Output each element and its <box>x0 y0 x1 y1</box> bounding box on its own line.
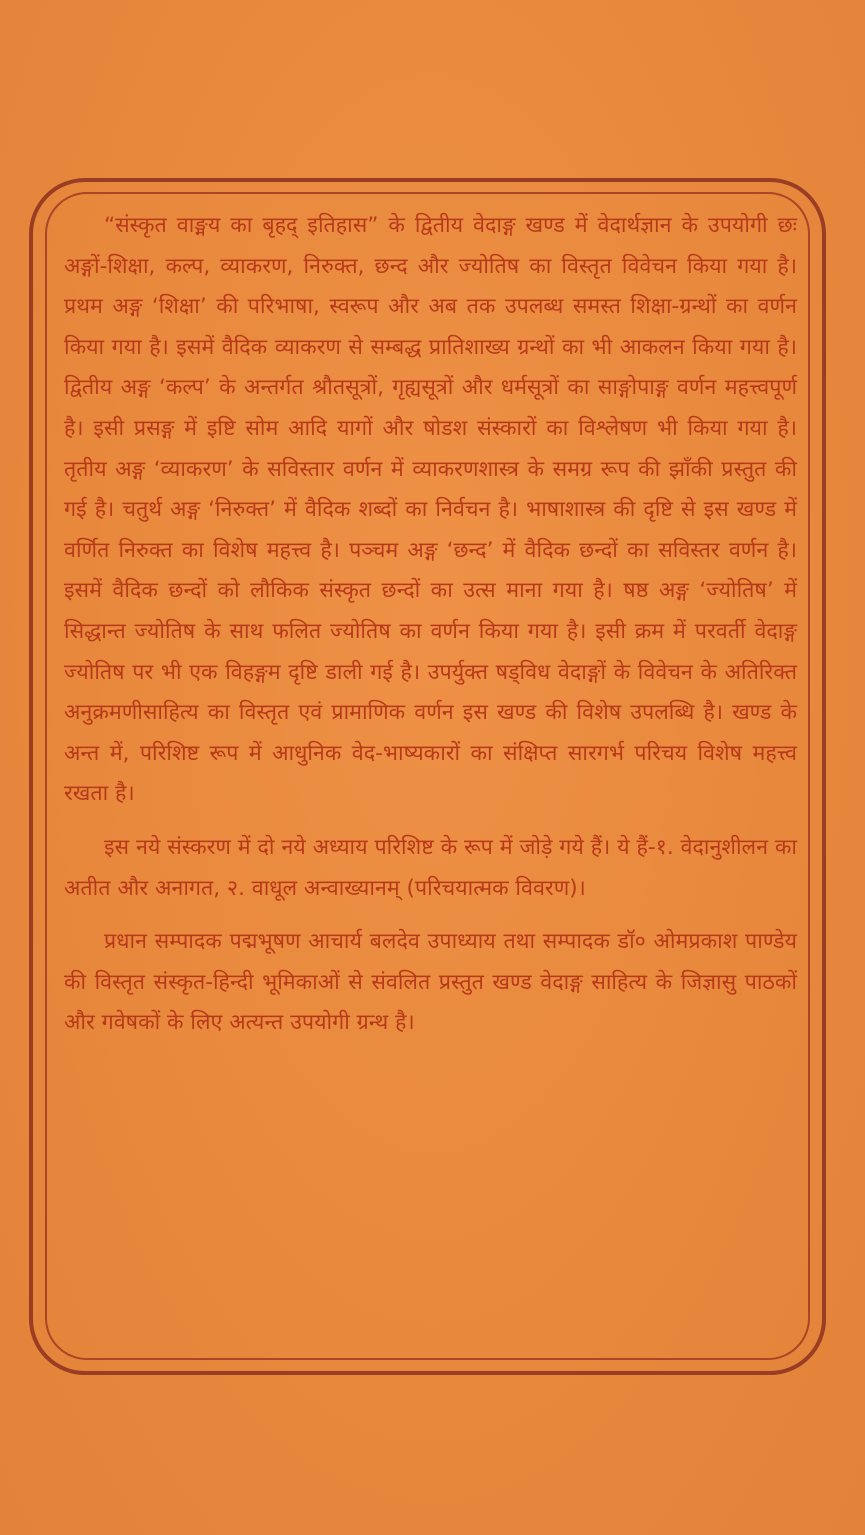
paragraph-editors: प्रधान सम्पादक पद्मभूषण आचार्य बलदेव उपाध्याय तथा सम्पादक डॉ० ओमप्रकाश पाण्डेय की विस्तृत संस्कृत-हिन्दी भूमिकाओं से संवलित प्रस्तुत खण्ड वेदाङ्ग साहित्य के जिज्ञासु पाठकों और गवेषकों के लिए अत्यन्त उपयोगी ग्रन्थ है। <box>64 929 797 1036</box>
paragraph-overview: “संस्कृत वाङ्मय का बृहद् इतिहास” के द्वितीय वेदाङ्ग खण्ड में वेदार्थज्ञान के उपयोगी छः अङ्गों-शिक्षा, कल्प, व्याकरण, निरुक्त, छन्द और ज्योतिष का विस्तृत विवेचन किया गया है। प्रथम अङ्ग ‘शिक्षा’ की परिभाषा, स्वरूप और अब तक उपलब्ध समस्त शिक्षा-ग्रन्थों का वर्णन किया गया है। इसमें वैदिक व्याकरण से सम्बद्ध प्रातिशाख्य ग्रन्थों का भी आकलन किया गया है। द्वितीय अङ्ग ‘कल्प’ के अन्तर्गत श्रौतसूत्रों, गृह्यसूत्रों और धर्मसूत्रों का साङ्गोपाङ्ग वर्णन महत्त्वपूर्ण है। इसी प्रसङ्ग में इष्टि सोम आदि यागों और षोडश संस्कारों का विश्लेषण भी किया गया है। तृतीय अङ्ग ‘व्याकरण’ के सविस्तार वर्णन में व्याकरणशास्त्र के समग्र रूप की झाँकी प्रस्तुत की गई है। चतुर्थ अङ्ग ‘निरुक्त’ में वैदिक शब्दों का निर्वचन है। भाषाशास्त्र की दृष्टि से इस खण्ड में वर्णित निरुक्त का विशेष महत्त्व है। पञ्चम अङ्ग ‘छन्द’ में वैदिक छन्दों का सविस्तर वर्णन है। इसमें वैदिक छन्दों को लौकिक संस्कृत छन्दों का उत्स माना गया है। षष्ठ अङ्ग ‘ज्योतिष’ में सिद्धान्त ज्योतिष के साथ फलित ज्योतिष का वर्णन किया गया है। इसी क्रम में परवर्ती वेदाङ्ग ज्योतिष पर भी एक विहङ्गम दृष्टि डाली गई है। उपर्युक्त षड्विध वेदाङ्गों के विवेचन के अतिरिक्त अनुक्रमणीसाहित्य का विस्तृत एवं प्रामाणिक वर्णन इस खण्ड की विशेष उपलब्धि है। खण्ड के अन्त में, परिशिष्ट रूप में आधुनिक वेद-भाष्यकारों का संक्षिप्त सारगर्भ परिचय विशेष महत्त्व रखता है। <box>64 213 797 807</box>
blurb-text-block <box>64 206 797 1346</box>
paragraph-new-edition: इस नये संस्करण में दो नये अध्याय परिशिष्ट के रूप में जोड़े गये हैं। ये हैं-१. वेदानुशीलन का अतीत और अनागत, २. वाधूल अन्वाख्यानम् (परिचयात्मक विवरण)। <box>64 834 798 901</box>
